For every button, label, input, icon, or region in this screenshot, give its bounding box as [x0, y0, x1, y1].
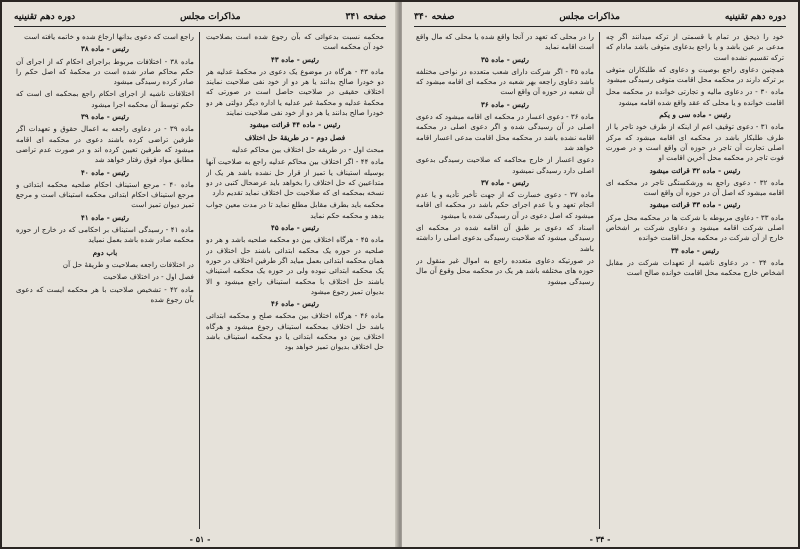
body-paragraph: فصل اول - در اختلاف صلاحیت	[103, 272, 194, 282]
body-paragraph: ماده ۴۵ - هرگاه اختلاف بین دو محکمه صلحیه باشد و هر دو صلحیه در حوزه یک محکمه ابتدائی باشند حل اختلاف در همان محکمه ابتدائی بعمل میاید اگر طرفین اختلاف در حوزه یک محکمه ابتدائی نبوده ولی در حوزه یک محکمه استیناف باشند حل اختلاف با محکمه استیناف راجع میشود و الا بدیوان تمیز رجوع میشود	[206, 235, 384, 296]
right-page	[402, 2, 798, 547]
body-paragraph: ماده ۳۹ - در دعاوی راجعه به اعمال حقوق و تعهدات اگر طرفین تراضی کرده باشند دعوی در محکمه ای اقامه میشود که طرفین تعیین کرده اند و در صورت عدم تراضی مطابق مواد فوق رفتار خواهد شد	[16, 124, 194, 165]
body-paragraph: ماده ۳۱ - دعوی توقیف اعم از اینکه از طرف خود تاجر یا از طرف طلبکار باشد در محکمه ای اقامه میشود که مرکز اصلی تجارت آن تاجر در حوزه آن واقع است و در صورت فوت تاجر در محکمه محل آخرین اقامت او	[606, 122, 784, 163]
right-running-title: مذاکرات مجلس	[559, 12, 620, 22]
left-page-column-left	[16, 32, 194, 529]
body-paragraph: همچنین دعاوی راجع بوصیت و دعاوی که طلبکاران متوفی بر ترکه دارند در محکمه محل اقامت متوفی رسیدگی میشود	[606, 64, 784, 85]
body-paragraph: ماده ۴۲ - تشخیص صلاحیت با هر محکمه ایست که دعوی بآن رجوع شده	[16, 284, 194, 304]
column-divider	[199, 32, 200, 529]
left-running-title: مذاکرات مجلس	[180, 12, 241, 22]
body-paragraph: ماده ۳۷ - دعوی خسارت که از جهت تأخیر تأدیه و یا عدم انجام تعهد و یا عدم اجرای حکم باشد در محکمه ای اقامه میشود که اصل دعوی در آن رسیدگی شده یا میشود	[416, 190, 594, 220]
left-page-header	[14, 8, 386, 27]
article-heading: رئیس - ماده ۳۴	[670, 245, 720, 255]
left-session-label: دوره دهم تقنینیه	[14, 12, 76, 22]
article-heading: باب دوم	[92, 247, 118, 257]
right-page-column-left	[416, 32, 594, 529]
article-heading: رئیس - ماده سی و یکم	[659, 110, 731, 120]
article-heading: رئیس - ماده ۴۴ قرائت میشود	[249, 120, 341, 130]
article-heading: فصل دوم - در طریقهٔ حل اختلاف	[244, 132, 346, 142]
body-paragraph: اسناد که دعوی بر طبق آن اقامه شده در محکمه ای رسیدگی میشود که صلاحیت رسیدگی بدعوی اصلی را داشته باشد	[416, 223, 594, 253]
body-paragraph: ماده ۳۶ - دعوی اعسار در محکمه ای اقامه میشود که دعوی اصلی در آن رسیدگی شده و اگر دعوی اصلی در محکمه اقامه نشده باشد در محکمه محل اقامت مدعی اعسار اقامه خواهد شد	[416, 112, 594, 152]
right-page-header	[414, 8, 786, 27]
column-divider	[599, 32, 600, 529]
body-paragraph: ماده ۳۳ - دعاوی مربوطه با شرکت ها در محکمه محل مرکز اصلی شرکت اقامه میشود و دعاوی شرکت بر اشخاص خارج از آن شرکت در محکمه محل اقامت خوانده	[606, 212, 784, 243]
body-paragraph: اختلافات ناشیه از اجرای احکام راجع بمحکمه ای است که حکم توسط آن محکمه اجرا میشود	[16, 89, 194, 109]
left-page-column-right	[206, 32, 384, 529]
body-paragraph: ماده ۳۰ - در دعاوی مالیه و تجارتی خوانده در محکمه محل اقامت خوانده و یا محلی که عقد واقع شده اقامه میشود	[606, 87, 784, 107]
body-paragraph: ماده ۴۱ - رسیدگی استیناف بر احکامی که در خارج از حوزه محکمه صادر شده باشد بعمل نمیاید	[16, 225, 194, 245]
right-page-number: صفحه ۳۴۰	[414, 12, 455, 22]
body-paragraph: محکمه باید بطرف مقابل مطلع نماید تا در مدت معین جواب بدهد و محکمه حکم نماید	[206, 200, 384, 220]
right-session-label: دوره دهم تقنینیه	[724, 12, 786, 22]
article-heading: رئیس - ماده ۳۵	[480, 54, 530, 64]
article-heading: رئیس - ماده ۳۹	[80, 112, 130, 122]
body-paragraph: ماده ۳۴ - در دعاوی ناشیه از تعهدات شرکت در مقابل اشخاص خارج محکمه محل اقامت خوانده صالح است	[606, 257, 784, 278]
left-page	[2, 2, 398, 547]
body-paragraph: را در محلی که تعهد در آنجا واقع شده یا محلی که مال واقع است اقامه نماید	[416, 32, 594, 52]
body-paragraph: مبحث اول - در طریقه حل اختلاف بین محاکم عدلیه	[231, 144, 384, 154]
article-heading: رئیس - ماده ۴۱	[80, 212, 130, 222]
body-paragraph: ماده ۴۳ - هرگاه در موضوع یک دعوی در محکمهٔ عدلیه هر دو خودرا صالح بدانند یا هر دو از خود نفی صلاحیت نمایند اختلاف حقیقی در صلاحیت حاصل است در صورتی که محکمهٔ عدلیه و محکمهٔ غیر عدلیه یا اداره دیگر دولتی هر دو خودرا صالح بدانند یا هر دو از خود نفی صلاحیت نمایند	[206, 66, 384, 118]
article-heading: رئیس - ماده ۴۶	[270, 299, 320, 309]
article-heading: رئیس - ماده ۴۳	[270, 54, 320, 64]
body-paragraph: در اختلافات راجعه بصلاحیت و طریقهٔ حل آن	[62, 259, 194, 269]
body-paragraph: ماده ۴۶ - هرگاه اختلاف بین محکمه صلح و محکمه ابتدائی باشد حل اختلاف بمحکمه استیناف رجوع میشود و هرگاه اختلاف بین دو محکمه ابتدائی یا دو محکمه استیناف باشد حل اختلاف بدیوان تمیز خواهد بود	[206, 311, 384, 352]
body-paragraph: خود را ذیحق در تمام یا قسمتی از ترکه میدانند اگر چه مدعی بر عین باشد و یا راجع بدعاوی متوفی باشد مادام که ترکه تقسیم نشده است	[606, 32, 784, 62]
right-page-column-right	[606, 32, 784, 529]
article-heading: رئیس - ماده ۳۶	[480, 99, 530, 109]
article-heading: رئیس - ماده ۴۵	[270, 223, 320, 233]
scanned-book-spread	[2, 2, 798, 547]
body-paragraph: دعوی اعسار از خارج محاکمه که صلاحیت رسیدگی بدعوی اصلی دارد رسیدگی نمیشود	[416, 155, 594, 175]
right-page-folio: - ۳۴ -	[589, 534, 611, 544]
body-paragraph: ماده ۴۰ - مرجع استیناف احکام صلحیه محکمه ابتدائی و مرجع استیناف احکام ابتدائی محکمه استیناف است و مرجع تمیز دیوان تمیز است	[16, 179, 194, 210]
body-paragraph: ماده ۳۲ - دعوی راجع به ورشکستگی تاجر در محکمه ای اقامه میشود که اصل آن در حوزه آن واقع است	[606, 177, 784, 198]
body-paragraph: در صورتیکه دعاوی متعدده راجع به اموال غیر منقول در حوزه های مختلفه باشد هر یک در محکمه محل وقوع آن مال رسیدگی میشود	[416, 255, 594, 286]
body-paragraph: محکمه نسبت بدعوائی که بآن رجوع شده است بصلاحیت خود آن محکمه است	[206, 32, 384, 52]
body-paragraph: ماده ۴۴ - اگر اختلاف بین محاکم عدلیه راجع به صلاحیت آنها بوسیله استیناف یا تمیز از قرار حل نشده باشد هر یک از متداعیین که حل اختلاف را بخواهد باید عرضحال کتبی در دو نسخه بمحکمه ای که صلاحیت حل اختلاف نماید تقدیم دارد	[206, 157, 384, 198]
left-page-folio: - ۵۱ -	[189, 534, 211, 544]
article-heading: رئیس - ماده ۳۲ قرائت میشود	[649, 165, 741, 175]
article-heading: رئیس - ماده ۳۷	[480, 177, 530, 187]
article-heading: رئیس - ماده ۳۸	[80, 44, 130, 54]
left-page-number: صفحه ۳۴۱	[345, 12, 386, 22]
body-paragraph: ماده ۳۵ - اگر شرکت دارای شعب متعدده در نواحی مختلفه باشد دعاوی راجعه بهر شعبه در محکمه ای اقامه میشود که آن شعبه در حوزه آن واقع است	[416, 66, 594, 97]
article-heading: رئیس - ماده ۴۰	[80, 167, 130, 177]
body-paragraph: ماده ۳۸ - اختلافات مربوط براجرای احکام که از اجرای آن حکم محاکم صادر شده است در محکمهٔ که اصل حکم را صادر کرده رسیدگی میشود	[16, 56, 194, 87]
body-paragraph: راجع است که دعوی بدانها ارجاع شده و خاتمه یافته است	[24, 32, 194, 41]
article-heading: رئیس - ماده ۳۳ قرائت میشود	[649, 200, 741, 210]
